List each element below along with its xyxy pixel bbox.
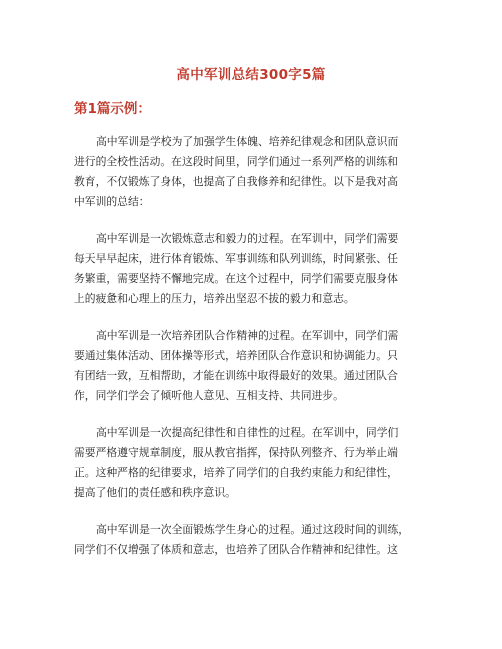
paragraph-line: 高中军训是一次提高纪律性和自律性的过程。在军训中，同学们 (96, 426, 399, 439)
paragraph-line: 高中军训是一次锻炼意志和毅力的过程。在军训中，同学们需要 (96, 232, 399, 245)
paragraph-line: 要通过集体活动、团体操等形式，培养团队合作意识和协调能力。只 (74, 349, 398, 362)
paragraph-line: 高中军训是一次全面锻炼学生身心的过程。通过这段时间的训练， (96, 523, 410, 536)
paragraph-line: 正。这种严格的纪律要求，培养了同学们的自我约束能力和纪律性， (74, 466, 398, 479)
paragraph-line: 上的疲惫和心理上的压力，培养出坚忍不拔的毅力和意志。 (74, 292, 355, 305)
paragraph-line: 高中军训是一次培养团队合作精神的过程。在军训中，同学们需 (96, 329, 399, 342)
paragraph-line: 需要严格遵守规章制度，服从教官指挥，保持队列整齐、行为举止端 (74, 446, 398, 459)
paragraph-line: 进行的全校性活动。在这段时间里，同学们通过一系列严格的训练和 (74, 155, 398, 168)
paragraph-line: 务繁重，需要坚持不懈地完成。在这个过程中，同学们需要克服身体 (74, 272, 398, 285)
paragraph-line: 高中军训是学校为了加强学生体魄、培养纪律观念和团队意识而 (96, 135, 399, 148)
paragraph-line: 每天早早起床，进行体育锻炼、军事训练和队列训练，时间紧张、任 (74, 252, 398, 265)
paragraph-line: 教育，不仅锻炼了身体，也提高了自我修养和纪律性。以下是我对高 (74, 175, 398, 188)
paragraph-line: 同学们不仅增强了体质和意志，也培养了团队合作精神和纪律性。这 (74, 543, 398, 556)
paragraph-line: 有团结一致，互相帮助，才能在训练中取得最好的效果。通过团队合 (74, 369, 398, 382)
paragraph-line: 作，同学们学会了倾听他人意见、互相支持、共同进步。 (74, 389, 344, 402)
document-title: 高中军训总结300字5篇 (176, 67, 326, 83)
paragraph-line: 中军训的总结： (74, 195, 150, 208)
section-heading: 第1篇示例： (74, 101, 151, 117)
paragraph-line: 提高了他们的责任感和秩序意识。 (74, 486, 236, 499)
